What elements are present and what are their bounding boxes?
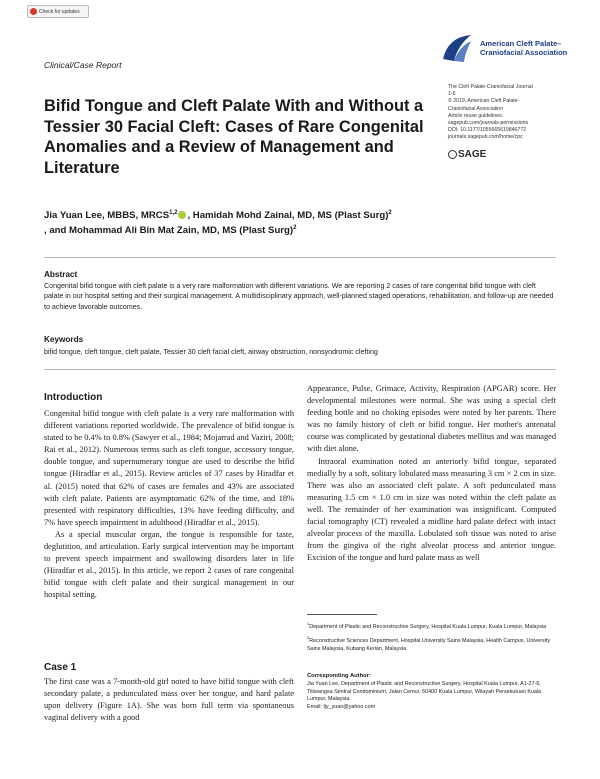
corresponding-author-address: Jia Yuan Lee, Department of Plastic and Reconstructive Surgery, Hospital Kuala Lumpur, A1-27-6, Titiwangsa Sentral Condominium, Jalan Cemur, 50400 Kuala Lumpur, Wilayah Persekutuan Kuala Lumpur, Malaysia. <box>307 681 542 703</box>
affiliation-2-number: 2 <box>307 635 310 641</box>
copyright-line-1: © 2019, American Cleft Palate- <box>448 98 520 105</box>
keywords-heading: Keywords <box>44 335 84 344</box>
acpa-logo-icon <box>440 31 474 65</box>
paragraph: Congenital bifid tongue with cleft palate is a very rare malformation with different variations reported worldwide. The prevalence of bifid tongue is stated to be 0.4% to 0.8% (Sawyer et al., 1984; Mojarrad and Vaziri, 2008; Rai et al., 2012). Numerous terms such as cleft tongue, accessory tongue, double tongue, and supernumerary tongue are used to describe the bifid tongue (Hiradfar et al., 2015). Review articles of 37 cases by Hiradfar et al. (2015) noted that 62% of cases are females and 43% are associated with cleft palate. Patients are asymptomatic 62% of the time, and 18% presented with respiratory difficulties, 13% have feeding difficulty, and 7% have speech impairment in adulthood (Hiradfar et al., 2015). <box>44 409 294 527</box>
logo-line-1: American Cleft Palate– <box>480 39 562 48</box>
author-3-affil: 2 <box>293 225 297 232</box>
sage-label: SAGE <box>458 149 487 160</box>
journal-name: The Cleft Palate-Craniofacial Journal <box>448 84 533 90</box>
abstract-heading: Abstract <box>44 270 78 279</box>
corresponding-author-heading: Corresponding Author: <box>307 673 371 679</box>
affiliation-2 <box>307 634 556 653</box>
journal-logo <box>440 30 590 66</box>
check-for-updates-badge[interactable] <box>27 5 89 18</box>
article-type: Clinical/Case Report <box>44 60 122 70</box>
paragraph: Appearance, Pulse, Grimace, Activity, Respiration (APGAR) score. Her developmental milestones were normal. She was using a special cleft feeding bottle and no choking episodes were noted by her parents. There was no family history of cleft or bifid tongue. Her mother's antenatal course was complicated by gestational diabetes mellitus and was managed with diet alone. <box>307 384 556 454</box>
keywords-text: bifid tongue, cleft tongue, cleft palate, Tessier 30 cleft facial cleft, airway obstruction, nonsyndromic clefting <box>44 348 378 356</box>
paragraph: The first case was a 7-month-old girl noted to have bifid tongue with cleft secondary palate, a pedunculated mass over her tongue, and hard palate upon delivery (Figure 1A). She was born full term via spontaneous vaginal delivery with a good <box>44 677 294 723</box>
case-1-body <box>44 676 294 724</box>
check-updates-label: Check for updates <box>39 8 80 15</box>
reuse-guidelines: Article reuse guidelines: <box>448 112 504 119</box>
doi[interactable]: DOI: 10.1177/1055665619846772 <box>448 127 527 134</box>
divider <box>44 257 556 258</box>
author-1: Jia Yuan Lee, MBBS, MRCS <box>44 210 170 222</box>
right-column-body <box>307 383 556 564</box>
journal-info <box>448 84 593 142</box>
affiliations <box>307 620 556 656</box>
introduction-heading: Introduction <box>44 392 103 403</box>
check-updates-icon <box>30 8 37 15</box>
sage-logo <box>448 149 486 160</box>
affiliation-1-number: 1 <box>307 621 310 626</box>
sage-circle-icon <box>448 150 457 159</box>
affiliation-1-text: Department of Plastic and Reconstructive Surgery, Hospital Kuala Lumpur, Kuala Lumpur, Malaysia <box>309 623 547 630</box>
article-title: Bifid Tongue and Cleft Palate With and Without a Tessier 30 Facial Cleft: Cases of Rare Congenital Anomalies and a Review of Management and Literature <box>44 97 424 177</box>
orcid-icon[interactable] <box>178 211 186 219</box>
permissions-link[interactable]: sagepub.com/journals-permissions <box>448 120 529 127</box>
affiliation-1 <box>307 620 556 631</box>
author-2-affil: 2 <box>388 210 392 216</box>
introduction-body <box>44 408 294 602</box>
corresponding-author <box>307 681 556 711</box>
paragraph: As a special muscular organ, the tongue is responsible for taste, deglutition, and articulation. Early surgical intervention may be important to prevent speech impairment and swallowing disorders later in life (Hiradfar et al., 2015). In this article, we report 2 cases of rare congenital bifid tongue with cleft palate and their surgical management in our hospital setting. <box>44 529 294 600</box>
divider <box>44 369 556 370</box>
abstract-text: Congenital bifid tongue with cleft palate is a very rare malformation with different variations. We are reporting 2 cases of rare congenital bifid tongue with cleft palate in our hospital setting and their surgical management. A multidisciplinary approach, well-planned staged operations, rehabilitation, and follow-up are needed to achieve favorable outcomes. <box>44 282 554 311</box>
author-list <box>44 207 484 237</box>
author-1-affil: 1,2 <box>169 210 178 216</box>
journal-pages: 1-6 <box>448 91 456 98</box>
paragraph: Intraoral examination noted an anteriorly bifid tongue, separated medially by a soft, solitary lobulated mass measuring 3 cm × 2 cm in size. There was also an associated cleft palate. A soft pedunculated mass measuring 1.5 cm × 1.0 cm in size was noted within the cleft palate as well. The remainder of her examination was insignificant. Computed facial tomography (CT) revealed a midline hard palate defect with intact alveolar process of the maxilla. Lobulated soft tissue was noted to arise from the gingiva of the right alveolar process and anterior tongue. Excision of the tongue and hard palate mass as well <box>307 456 556 563</box>
footnote-divider <box>307 614 377 615</box>
journal-home-link[interactable]: journals.sagepub.com/home/cpc <box>448 134 523 141</box>
logo-line-2: Craniofacial Association <box>480 48 568 57</box>
corresponding-author-email[interactable]: Email: ljy_yuan@yahoo.com <box>307 703 376 710</box>
author-3: , and Mohammad Ali Bin Mat Zain, MD, MS (Plast Surg) <box>44 225 294 237</box>
copyright-line-2: Craniofacial Association <box>448 105 504 112</box>
author-2: , Hamidah Mohd Zainal, MD, MS (Plast Surg) <box>187 210 389 222</box>
affiliation-2-text: Reconstructive Sciences Department, Hospital University Sains Malaysia, Health Campus, University Sains Malaysia, Kubang Kerian, Malaysia <box>307 638 551 652</box>
case-1-heading: Case 1 <box>44 662 77 673</box>
